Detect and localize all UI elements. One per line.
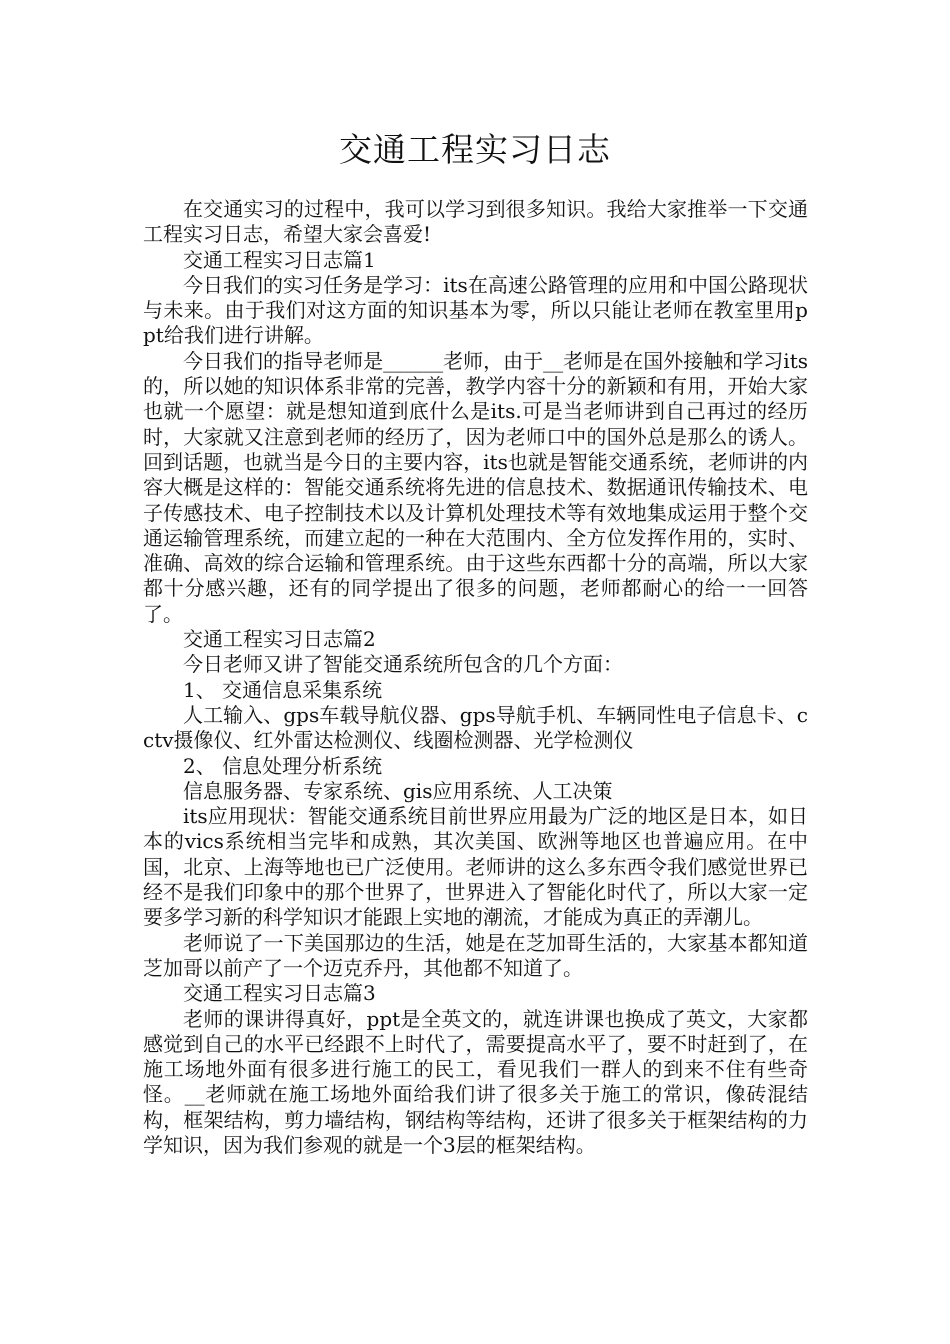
section-heading-1: 交通工程实习日志篇1 bbox=[183, 247, 376, 272]
paragraph: 老师的课讲得真好，ppt是全英文的，就连讲课也换成了英文，大家都感觉到自己的水平已经跟不上时代了，需要提高水平了，要不时赶到了，在施工场地外面有很多进行施工的民工，看见我们一群人的到来不住有些奇怪。__老师就在施工场地外面给我们讲了很多关于施工的常识，像砖混结构，框架结构，剪力墙结构，钢结构等结构，还讲了很多关于框架结构的力学知识，因为我们参观的就是一个3层的框架结构。 bbox=[143, 1006, 808, 1157]
paragraph: its应用现状：智能交通系统目前世界应用最为广泛的地区是日本，如日本的vics系统相当完毕和成熟，其次美国、欧洲等地区也普遍应用。在中国，北京、上海等地也已广泛使用。老师讲的这么多东西令我们感觉世界已经不是我们印象中的那个世界了，世界进入了智能化时代了，所以大家一定要多学习新的科学知识才能跟上实地的潮流，才能成为真正的弄潮儿。 bbox=[143, 804, 808, 930]
document-title: 交通工程实习日志 bbox=[339, 130, 611, 169]
list-item: 1、 交通信息采集系统 bbox=[183, 677, 383, 702]
section-heading-2: 交通工程实习日志篇2 bbox=[183, 627, 376, 652]
paragraph: 今日我们的指导老师是______老师，由于__老师是在国外接触和学习its的，所以她的知识体系非常的完善，教学内容十分的新颖和有用，开始大家也就一个愿望：就是想知道到底什么是its.可是当老师讲到自己再过的经历时，大家就又注意到老师的经历了，因为老师口中的国外总是那么的诱人。回到话题，也就当是今日的主要内容，its也就是智能交通系统，老师讲的内容大概是这样的：智能交通系统将先进的信息技术、数据通讯传输技术、电子传感技术、电子控制技术以及计算机处理技术等有效地集成运用于整个交通运输管理系统，而建立起的一种在大范围内、全方位发挥作用的，实时、准确、高效的综合运输和管理系统。由于这些东西都十分的高端，所以大家都十分感兴趣，还有的同学提出了很多的问题，老师都耐心的给一一回答了。 bbox=[143, 348, 808, 626]
intro-paragraph: 在交通实习的过程中，我可以学习到很多知识。我给大家推举一下交通工程实习日志，希望大家会喜爱! bbox=[143, 197, 808, 247]
list-item-detail: 人工输入、gps车载导航仪器、gps导航手机、车辆同性电子信息卡、cctv摄像仪、红外雷达检测仪、线圈检测器、光学检测仪 bbox=[143, 702, 808, 753]
list-item-detail: 信息服务器、专家系统、gis应用系统、人工决策 bbox=[183, 778, 613, 803]
paragraph: 今日我们的实习任务是学习：its在高速公路管理的应用和中国公路现状与未来。由于我们对这方面的知识基本为零，所以只能让老师在教室里用ppt给我们进行讲解。 bbox=[143, 272, 808, 348]
paragraph: 老师说了一下美国那边的生活，她是在芝加哥生活的，大家基本都知道芝加哥以前产了一个迈克乔丹，其他都不知道了。 bbox=[143, 930, 808, 980]
list-item: 2、 信息处理分析系统 bbox=[183, 753, 383, 778]
document-body bbox=[143, 197, 808, 1158]
section-heading-3: 交通工程实习日志篇3 bbox=[183, 981, 376, 1006]
paragraph: 今日老师又讲了智能交通系统所包含的几个方面： bbox=[183, 652, 623, 677]
